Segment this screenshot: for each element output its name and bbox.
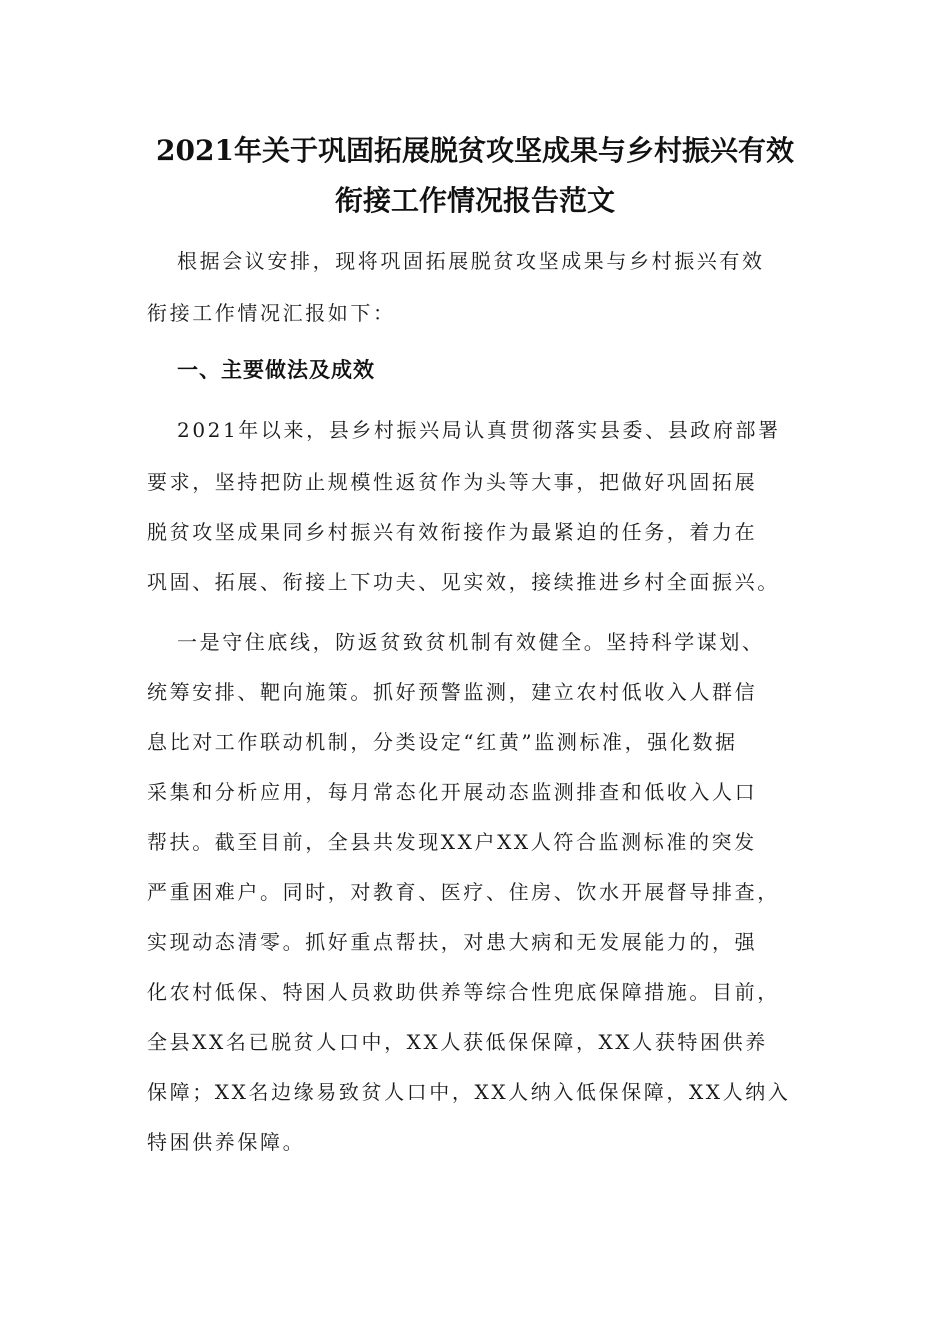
paragraph-line: 一是守住底线，防返贫致贫机制有效健全。坚持科学谋划、 xyxy=(177,630,765,654)
title-line-1: 2021年关于巩固拓展脱贫攻坚成果与乡村振兴有效 xyxy=(156,134,794,167)
paragraph-line: 统筹安排、靶向施策。抓好预警监测，建立农村低收入人群信 xyxy=(147,680,758,704)
paragraph-line: 采集和分析应用，每月常态化开展动态监测排查和低收入人口 xyxy=(147,780,758,804)
section-heading: 一、主要做法及成效 xyxy=(177,358,375,382)
title-line-2: 衔接工作情况报告范文 xyxy=(334,184,615,217)
paragraph-line: 息比对工作联动机制，分类设定“红黄”监测标准，强化数据 xyxy=(147,730,738,754)
paragraph-line: 根据会议安排，现将巩固拓展脱贫攻坚成果与乡村振兴有效 xyxy=(177,249,765,273)
paragraph-line: 实现动态清零。抓好重点帮扶，对患大病和无发展能力的，强 xyxy=(147,930,758,954)
paragraph-line: 脱贫攻坚成果同乡村振兴有效衔接作为最紧迫的任务，着力在 xyxy=(147,520,758,544)
document-title xyxy=(120,126,830,226)
paragraph-line: 巩固、拓展、衔接上下功夫、见实效，接续推进乡村全面振兴。 xyxy=(147,570,780,594)
paragraph-line: 衔接工作情况汇报如下： xyxy=(147,301,396,325)
paragraph-line: 特困供养保障。 xyxy=(147,1130,306,1154)
paragraph-line: 要求，坚持把防止规模性返贫作为头等大事，把做好巩固拓展 xyxy=(147,470,758,494)
paragraph-line: 帮扶。截至目前，全县共发现XX户XX人符合监测标准的突发 xyxy=(147,830,757,854)
paragraph-line: 2021年以来，县乡村振兴局认真贯彻落实县委、县政府部署 xyxy=(177,418,781,442)
paragraph-line: 保障；XX名边缘易致贫人口中，XX人纳入低保保障，XX人纳入 xyxy=(147,1080,791,1104)
paragraph-line: 化农村低保、特困人员救助供养等综合性兜底保障措施。目前， xyxy=(147,980,780,1004)
paragraph-line: 全县XX名已脱贫人口中，XX人获低保保障，XX人获特困供养 xyxy=(147,1030,768,1054)
paragraph-line: 严重困难户。同时，对教育、医疗、住房、饮水开展督导排查， xyxy=(147,880,780,904)
